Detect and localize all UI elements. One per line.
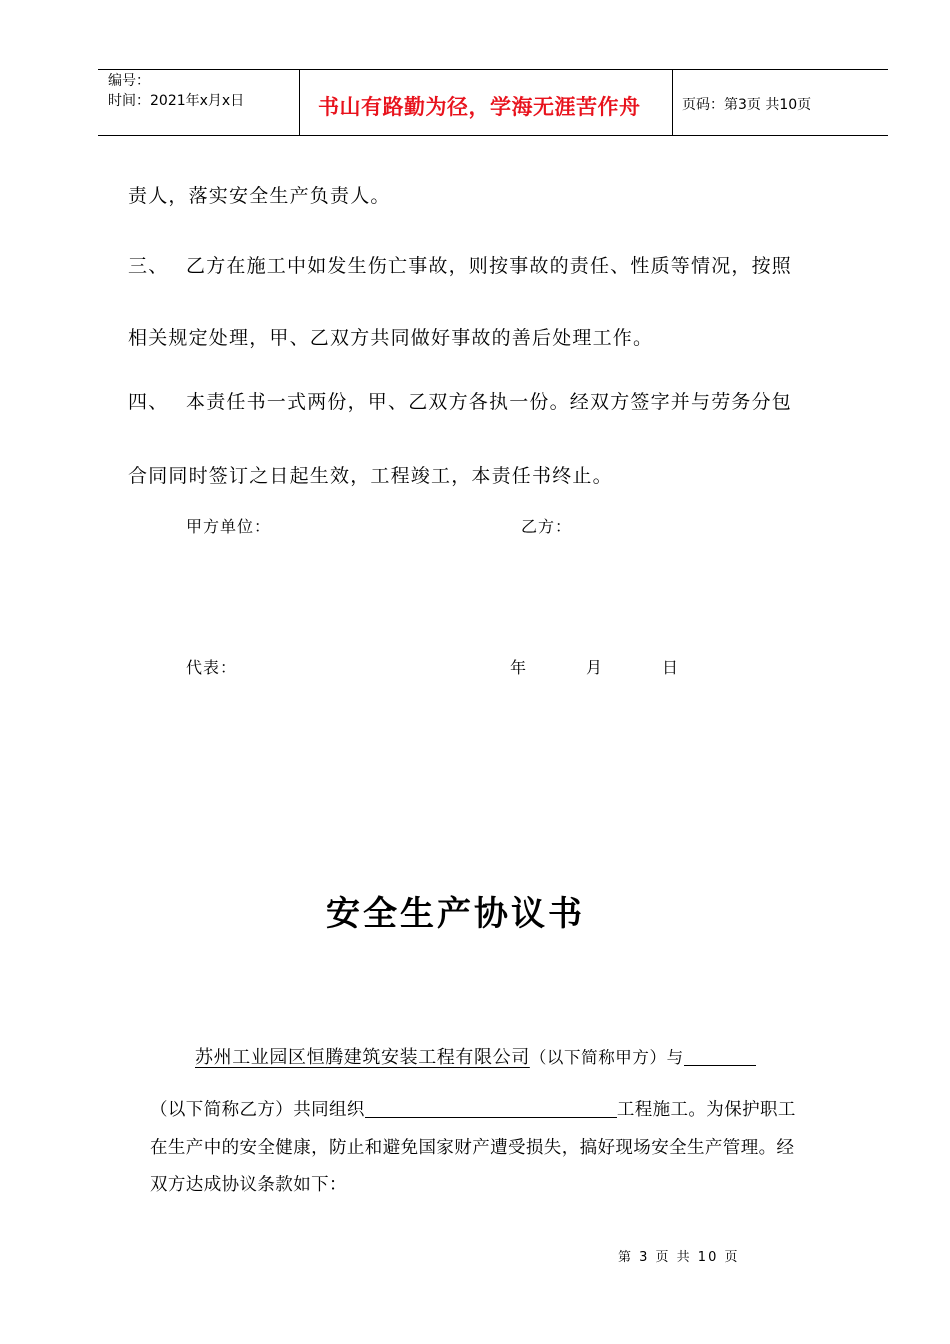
item3-number: 三、 — [128, 255, 169, 277]
continuation-line: 责人，落实安全生产负责人。 — [128, 185, 391, 207]
company-name: 苏州工业园区恒腾建筑安装工程有限公司 — [195, 1047, 530, 1068]
representative-label: 代表： — [186, 658, 238, 677]
item3-line2: 相关规定处理，甲、乙双方共同做好事故的善后处理工作。 — [128, 327, 654, 349]
item3-line1: 乙方在施工中如发生伤亡事故，则按事故的责任、性质等情况，按照 — [186, 255, 793, 277]
header-top-border — [98, 69, 888, 70]
party-b-blank — [684, 1047, 756, 1066]
header-bottom-border — [98, 135, 888, 136]
agreement-line3: 在生产中的安全健康，防止和避免国家财产遭受损失，搞好现场安全生产管理。经 — [150, 1138, 795, 1158]
agreement-line2-end: 工程施工。为保护职工 — [616, 1100, 796, 1120]
date-day: 日 — [662, 658, 680, 677]
agreement-line2-start: （以下简称乙方）共同组织 — [150, 1100, 365, 1120]
page-label: 页码：第3页 共10页 — [682, 97, 812, 113]
date-month: 月 — [586, 658, 604, 677]
item4-number: 四、 — [128, 391, 169, 413]
project-name-blank — [365, 1099, 617, 1118]
date-year: 年 — [510, 658, 528, 677]
party-a-label: 甲方单位： — [186, 517, 272, 536]
agreement-line1-rest: （以下简称甲方）与 — [529, 1048, 684, 1067]
header-divider-left — [299, 69, 300, 135]
party-b-label: 乙方： — [521, 517, 573, 536]
motto-text: 书山有路勤为径，学海无涯苦作舟 — [318, 95, 641, 119]
agreement-line2 — [150, 1096, 796, 1121]
header-divider-right — [672, 69, 673, 135]
page-footer: 第 3 页 共 10 页 — [618, 1250, 740, 1265]
agreement-line1 — [195, 1043, 756, 1069]
item4-line1: 本责任书一式两份，甲、乙双方各执一份。经双方签字并与劳务分包 — [186, 391, 793, 413]
serial-label: 编号： — [108, 73, 150, 89]
time-label: 时间：2021年x月x日 — [108, 93, 245, 109]
item4-line2: 合同同时签订之日起生效，工程竣工，本责任书终止。 — [128, 465, 613, 487]
agreement-line4: 双方达成协议条款如下： — [150, 1175, 347, 1195]
agreement-title: 安全生产协议书 — [326, 894, 585, 934]
